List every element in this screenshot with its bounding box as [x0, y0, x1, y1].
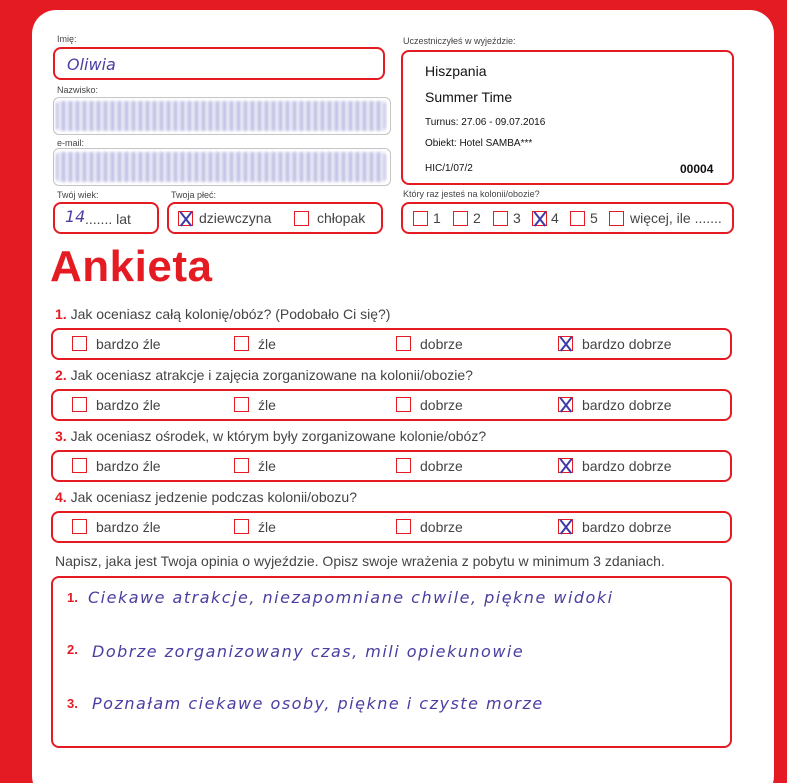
trip-destination: Hiszpania [425, 63, 487, 79]
trip-code: HIC/1/07/2 [425, 163, 473, 174]
name-label: Imię: [57, 34, 77, 44]
q2-bardzo-zle-checkbox[interactable] [72, 397, 87, 412]
trip-number: 00004 [680, 162, 714, 176]
age-label: Twój wiek: [57, 190, 99, 200]
times-label: Który raz jesteś na kolonii/obozie? [403, 189, 540, 199]
q4-bardzo-dobrze-checkbox[interactable] [558, 519, 573, 534]
opinion-line-2-number: 2. [67, 642, 78, 657]
times-4-checkbox[interactable] [532, 211, 547, 226]
age-field[interactable] [53, 202, 159, 234]
times-2-checkbox[interactable] [453, 211, 468, 226]
q1-dobrze-label: dobrze [420, 336, 463, 352]
gender-boy-checkbox[interactable] [294, 211, 309, 226]
question-1-number: 1. [55, 306, 67, 322]
q4-bardzo-zle-label: bardzo źle [96, 519, 161, 535]
q2-dobrze-label: dobrze [420, 397, 463, 413]
age-unit: ....... lat [85, 211, 131, 227]
gender-label: Twoja płeć: [171, 190, 217, 200]
question-4-number: 4. [55, 489, 67, 505]
question-3-text: Jak oceniasz ośrodek, w którym były zorganizowane kolonie/obóz? [70, 428, 487, 444]
question-1-text: Jak oceniasz całą kolonię/obóz? (Podobało Ci się?) [70, 306, 391, 322]
email-field[interactable] [53, 148, 391, 186]
survey-title: Ankieta [50, 242, 213, 291]
age-value: 14 [65, 207, 86, 226]
q4-bardzo-zle-checkbox[interactable] [72, 519, 87, 534]
q3-bardzo-dobrze-label: bardzo dobrze [582, 458, 672, 474]
q1-zle-checkbox[interactable] [234, 336, 249, 351]
times-3-checkbox[interactable] [493, 211, 508, 226]
opinion-line-1-number: 1. [67, 590, 78, 605]
trip-obiekt: Obiekt: Hotel SAMBA*** [425, 138, 533, 149]
times-4-label: 4 [551, 210, 559, 226]
gender-boy-label: chłopak [317, 210, 366, 226]
q2-bardzo-dobrze-checkbox[interactable] [558, 397, 573, 412]
opinion-line-2-text: Dobrze zorganizowany czas, mili opiekunowie [92, 642, 525, 661]
times-3-label: 3 [513, 210, 521, 226]
q3-zle-label: źle [258, 458, 276, 474]
q1-bardzo-zle-label: bardzo źle [96, 336, 161, 352]
question-3-number: 3. [55, 428, 67, 444]
q4-zle-checkbox[interactable] [234, 519, 249, 534]
q1-bardzo-zle-checkbox[interactable] [72, 336, 87, 351]
question-1 [55, 306, 390, 322]
question-3 [55, 428, 486, 444]
name-field[interactable] [53, 47, 385, 80]
q2-bardzo-zle-label: bardzo źle [96, 397, 161, 413]
question-2 [55, 367, 473, 383]
opinion-line-3-number: 3. [67, 696, 78, 711]
q2-dobrze-checkbox[interactable] [396, 397, 411, 412]
q2-zle-label: źle [258, 397, 276, 413]
q3-bardzo-zle-label: bardzo źle [96, 458, 161, 474]
question-2-number: 2. [55, 367, 67, 383]
q2-bardzo-dobrze-label: bardzo dobrze [582, 397, 672, 413]
question-4 [55, 489, 357, 505]
q1-bardzo-dobrze-checkbox[interactable] [558, 336, 573, 351]
redacted-email [56, 152, 386, 182]
gender-girl-label: dziewczyna [199, 210, 272, 226]
trip-program: Summer Time [425, 89, 513, 105]
q3-bardzo-dobrze-checkbox[interactable] [558, 458, 573, 473]
opinion-line-3-text: Poznałam ciekawe osoby, piękne i czyste morze [92, 694, 544, 713]
q1-bardzo-dobrze-label: bardzo dobrze [582, 336, 672, 352]
opinion-line-1-text: Ciekawe atrakcje, niezapomniane chwile, piękne widoki [88, 588, 614, 607]
surname-label: Nazwisko: [57, 85, 99, 95]
times-more-checkbox[interactable] [609, 211, 624, 226]
q1-dobrze-checkbox[interactable] [396, 336, 411, 351]
name-value: Oliwia [67, 55, 116, 74]
times-1-label: 1 [433, 210, 441, 226]
q4-dobrze-label: dobrze [420, 519, 463, 535]
email-label: e-mail: [57, 138, 85, 148]
q3-zle-checkbox[interactable] [234, 458, 249, 473]
surname-field[interactable] [53, 97, 391, 135]
question-4-text: Jak oceniasz jedzenie podczas kolonii/obozu? [70, 489, 357, 505]
q4-zle-label: źle [258, 519, 276, 535]
trip-turnus: Turnus: 27.06 - 09.07.2016 [425, 117, 546, 128]
redacted-surname [56, 101, 386, 131]
trip-label: Uczestniczyłeś w wyjeździe: [403, 36, 516, 46]
q4-dobrze-checkbox[interactable] [396, 519, 411, 534]
times-5-checkbox[interactable] [570, 211, 585, 226]
question-2-text: Jak oceniasz atrakcje i zajęcia zorganizowane na kolonii/obozie? [70, 367, 473, 383]
q3-dobrze-label: dobrze [420, 458, 463, 474]
q3-bardzo-zle-checkbox[interactable] [72, 458, 87, 473]
q1-zle-label: źle [258, 336, 276, 352]
q3-dobrze-checkbox[interactable] [396, 458, 411, 473]
q2-zle-checkbox[interactable] [234, 397, 249, 412]
opinion-prompt: Napisz, jaka jest Twoja opinia o wyjeździe. Opisz swoje wrażenia z pobytu w minimum 3 zdaniach. [55, 553, 665, 569]
times-5-label: 5 [590, 210, 598, 226]
gender-girl-checkbox[interactable] [178, 211, 193, 226]
times-more-label: więcej, ile ....... [630, 210, 722, 226]
q4-bardzo-dobrze-label: bardzo dobrze [582, 519, 672, 535]
times-2-label: 2 [473, 210, 481, 226]
times-1-checkbox[interactable] [413, 211, 428, 226]
